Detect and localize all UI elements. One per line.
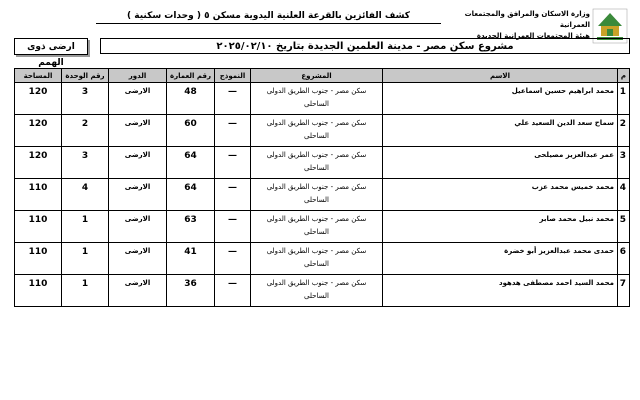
cell-project-line1: سكن مصر - جنوب الطريق الدولى: [266, 279, 367, 287]
cell-model: —: [215, 211, 251, 243]
cell-unit: 1: [62, 211, 109, 243]
cell-name: محمد ابراهيم حسين اسماعيل: [383, 83, 618, 115]
cell-area: 110: [15, 275, 62, 307]
cell-project: [251, 275, 383, 307]
cell-index: 2: [618, 115, 630, 147]
cell-model: —: [215, 83, 251, 115]
cell-index: 5: [618, 211, 630, 243]
table-row: [15, 115, 630, 147]
winners-table: [14, 68, 630, 307]
cell-index: 7: [618, 275, 630, 307]
cell-name: سماح سعد الدين السعيد علي: [383, 115, 618, 147]
org-line-ministry: وزارة الاسكان والمرافق والمجتمعات العمرانية: [464, 10, 590, 29]
cell-area: 110: [15, 243, 62, 275]
cell-project-line2: الساحلى: [304, 228, 329, 236]
col-header-area: المساحة: [15, 69, 62, 83]
col-header-building: رقم العمارة: [167, 69, 215, 83]
cell-name: محمد نبيل محمد صابر: [383, 211, 618, 243]
cell-model: —: [215, 243, 251, 275]
category-tag: ارضى ذوى الهمم: [14, 38, 88, 55]
project-line: مشروع سكن مصر - مدينة العلمين الجديدة بتاريخ ٢٠٢٥/٠٢/١٠: [100, 38, 630, 54]
cell-unit: 3: [62, 147, 109, 179]
cell-floor: الارضى: [109, 115, 167, 147]
cell-area: 120: [15, 147, 62, 179]
cell-model: —: [215, 275, 251, 307]
cell-unit: 4: [62, 179, 109, 211]
cell-building: 48: [167, 83, 215, 115]
cell-project-line2: الساحلى: [304, 100, 329, 108]
cell-project-line1: سكن مصر - جنوب الطريق الدولى: [266, 119, 367, 127]
cell-area: 120: [15, 115, 62, 147]
cell-index: 1: [618, 83, 630, 115]
cell-floor: الارضى: [109, 243, 167, 275]
col-header-floor: الدور: [109, 69, 167, 83]
document-title: كشف الفائزين بالقرعة العلنية اليدوية مسكن ٥ ( وحدات سكنية ): [96, 11, 441, 24]
table-row: [15, 147, 630, 179]
cell-index: 4: [618, 179, 630, 211]
cell-unit: 3: [62, 83, 109, 115]
cell-project-line2: الساحلى: [304, 196, 329, 204]
cell-project-line1: سكن مصر - جنوب الطريق الدولى: [266, 247, 367, 255]
cell-project-line2: الساحلى: [304, 132, 329, 140]
cell-index: 6: [618, 243, 630, 275]
col-header-project: المشروع: [251, 69, 383, 83]
cell-project: [251, 243, 383, 275]
cell-name: محمد خميس محمد عزب: [383, 179, 618, 211]
cell-model: —: [215, 179, 251, 211]
table-row: [15, 243, 630, 275]
col-header-unit: رقم الوحدة: [62, 69, 109, 83]
cell-project-line2: الساحلى: [304, 260, 329, 268]
cell-floor: الارضى: [109, 211, 167, 243]
cell-project-line2: الساحلى: [304, 292, 329, 300]
cell-project-line1: سكن مصر - جنوب الطريق الدولى: [266, 183, 367, 191]
cell-project: [251, 83, 383, 115]
org-line-authority: هيئة المجتمعات العمرانية الجديدة: [476, 32, 590, 40]
cell-building: 64: [167, 179, 215, 211]
cell-area: 110: [15, 179, 62, 211]
cell-model: —: [215, 115, 251, 147]
cell-project: [251, 115, 383, 147]
cell-unit: 2: [62, 115, 109, 147]
cell-name: عمر عبدالعزيز مصيلحى: [383, 147, 618, 179]
cell-floor: الارضى: [109, 179, 167, 211]
cell-project-line1: سكن مصر - جنوب الطريق الدولى: [266, 151, 367, 159]
cell-floor: الارضى: [109, 83, 167, 115]
cell-index: 3: [618, 147, 630, 179]
table-header-row: [15, 69, 630, 83]
cell-floor: الارضى: [109, 147, 167, 179]
table-row: [15, 211, 630, 243]
cell-project-line1: سكن مصر - جنوب الطريق الدولى: [266, 87, 367, 95]
cell-building: 64: [167, 147, 215, 179]
cell-project: [251, 179, 383, 211]
col-header-index: م: [618, 69, 630, 83]
cell-unit: 1: [62, 243, 109, 275]
cell-building: 41: [167, 243, 215, 275]
table-row: [15, 83, 630, 115]
cell-building: 63: [167, 211, 215, 243]
cell-building: 60: [167, 115, 215, 147]
cell-project: [251, 211, 383, 243]
cell-unit: 1: [62, 275, 109, 307]
cell-project-line1: سكن مصر - جنوب الطريق الدولى: [266, 215, 367, 223]
cell-name: محمد السيد احمد مصطفى هدهود: [383, 275, 618, 307]
col-header-name: الاسم: [383, 69, 618, 83]
cell-building: 36: [167, 275, 215, 307]
cell-project-line2: الساحلى: [304, 164, 329, 172]
cell-area: 110: [15, 211, 62, 243]
cell-project: [251, 147, 383, 179]
cell-area: 120: [15, 83, 62, 115]
table-row: [15, 179, 630, 211]
cell-floor: الارضى: [109, 275, 167, 307]
col-header-model: النموذج: [215, 69, 251, 83]
cell-model: —: [215, 147, 251, 179]
cell-name: حمدى محمد عبدالعزيز أبو خضرة: [383, 243, 618, 275]
table-row: [15, 275, 630, 307]
